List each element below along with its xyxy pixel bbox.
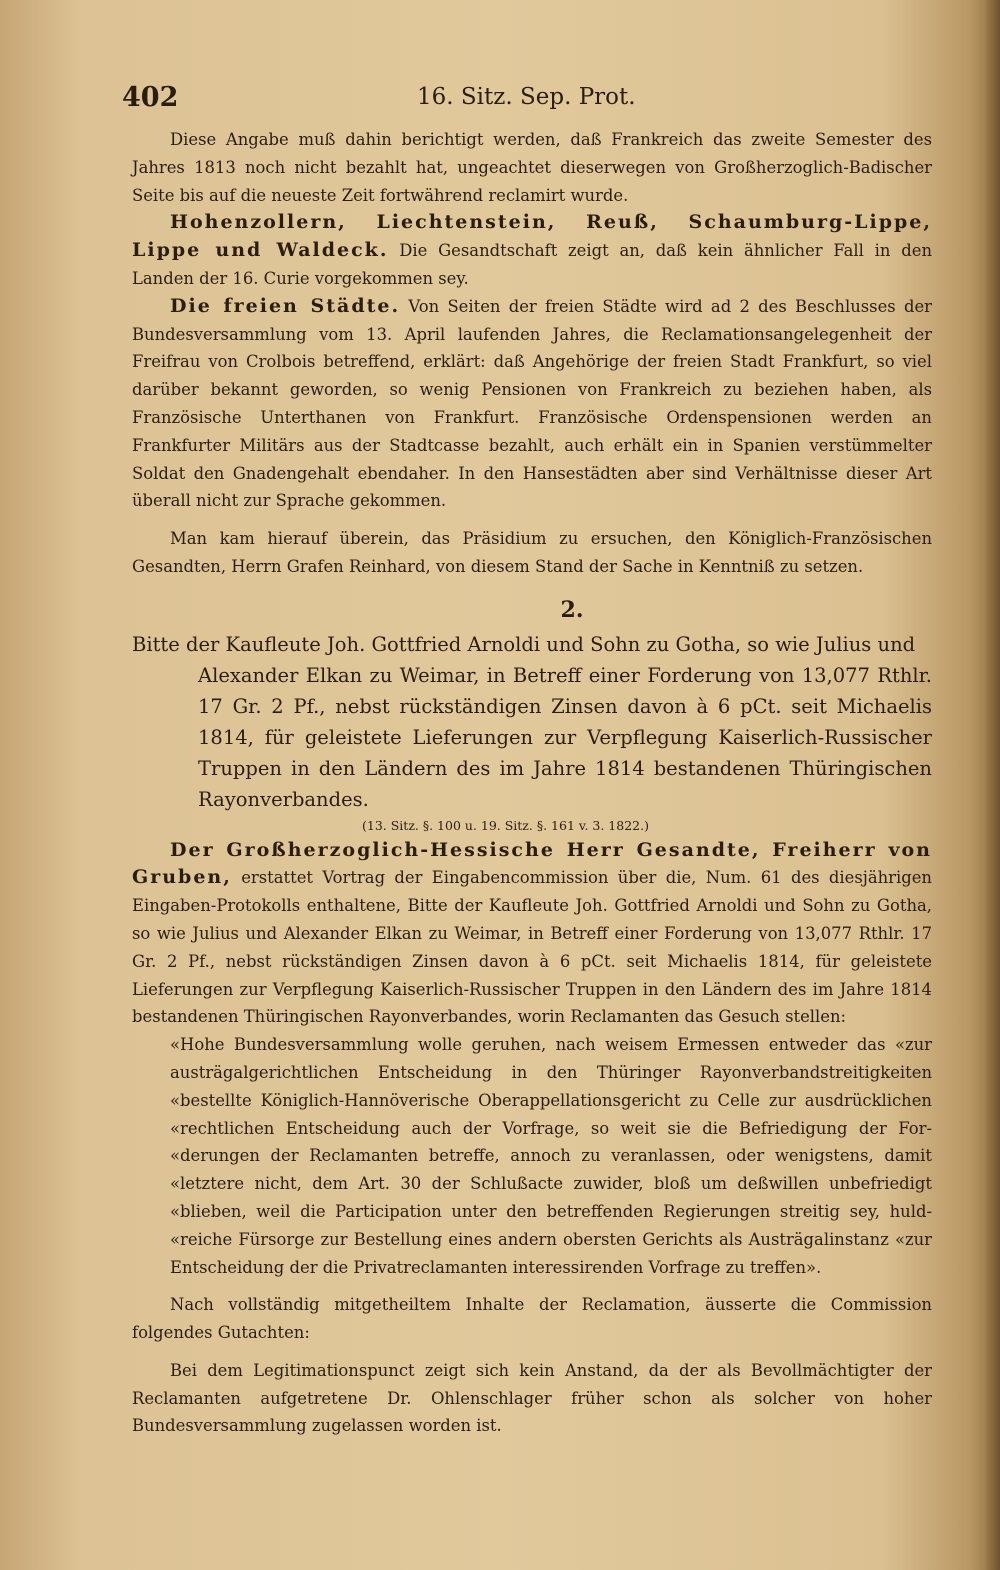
paragraph-free-cities <box>132 293 932 515</box>
paragraph-heading: Der Großherzoglich-Hessische Herr Gesandte, Freiherr von Gruben, <box>132 838 932 889</box>
paragraph-correction: Diese Angabe muß dahin berichtigt werden, daß Frankreich das zweite Semester des Jahres 1813 noch nicht bezahlt hat, ungeachtet dieserwegen von Großherzoglich-Badischer Seite bis auf die neueste Zeit fortwährend reclamirt wurde. <box>132 130 932 205</box>
section-number: 2. <box>560 596 584 623</box>
running-title: 16. Sitz. Sep. Prot. <box>417 84 636 110</box>
paragraph-heading: Hohenzollern, Liechtenstein, Reuß, Schaumburg-Lippe, Lippe und Waldeck. <box>132 211 932 262</box>
page-edge-shadow <box>986 0 1000 1570</box>
paragraph-legitimation: Bei dem Legitimationspunct zeigt sich kein Anstand, da der als Bevollmächtigter der Reclamanten aufgetretene Dr. Ohlenschlager früher schon als solcher von hoher Bundesversammlung zugelassen worden ist. <box>132 1360 932 1436</box>
quote-text: «Hohe Bundesversammlung wolle geruhen, nach weisem Ermessen entweder das «zur austrägalgerichtlichen Entscheidung in den Thüringer Rayonverbandstreitigkeiten «bestellte Königlich-Hannöverische Oberappellationsgericht zu Celle zur ausdrücklichen «rechtlichen Entscheidung auch der Vorfrage, so weit sie die Befriedigung der For- «derungen der Reclamanten betreffe, annoch zu veranlassen, oder wenigstens, damit «letztere nicht, dem Art. 30 der Schlußacte zuwider, bloß um deßwillen unbefriedigt «blieben, weil die Participation unter den betreffenden Regierungen streitig sey, huld- «reiche Fürsorge zur Bestellung eines andern obersten Gerichts als Austrägalinstanz «zur Entscheidung der die Privatreclamanten interessirenden Vorfrage zu treffen». <box>170 1035 932 1277</box>
page-body <box>132 126 932 1440</box>
page-header <box>122 82 932 122</box>
petition-quote <box>170 1031 932 1281</box>
section-title <box>132 629 932 815</box>
paragraph-text: erstattet Vortrag der Eingabencommission über die, Num. 61 des diesjährigen Eingaben-Protokolls enthaltene, Bitte der Kaufleute Joh. Gottfried Arnoldi und Sohn zu Gotha, so wie Julius und Alexander Elkan zu Weimar, in Betreff einer Forderung von 13,077 Rthlr. 17 Gr. 2 Pf., nebst rückständigen Zinsen davon à 6 pCt. seit Michaelis 1814, für geleistete Lieferungen zur Verpflegung Kaiserlich-Russischer Truppen in den Ländern des im Jahre 1814 bestandenen Thüringischen Rayonverbandes, worin Reclamanten das Gesuch stellen: <box>132 868 932 1027</box>
section-reference: (13. Sitz. §. 100 u. 19. Sitz. §. 161 v. 3. 1822.) <box>362 817 649 833</box>
page-number: 402 <box>122 82 179 113</box>
paragraph-text: Die Gesandtschaft zeigt an, daß kein ähnlicher Fall in den Landen der 16. Curie vorgekommen sey. <box>132 241 932 288</box>
section-title-continuation: Alexander Elkan zu Weimar, in Betreff einer Forderung von 13,077 Rthlr. 17 Gr. 2 Pf., nebst rückständigen Zinsen davon à 6 pCt. seit Michaelis 1814, für geleistete Lieferungen zur Verpflegung Kaiserlich-Russischer Truppen in den Ländern des im Jahre 1814 bestandenen Thüringischen Rayonverbandes. <box>198 663 932 811</box>
paragraph-text: Von Seiten der freien Städte wird ad 2 des Beschlusses der Bundesversammlung vom 13. April laufenden Jahres, die Reclamationsangelegenheit der Freifrau von Crolbois betreffend, erklärt: daß Angehörige der freien Stadt Frankfurt, so viel darüber bekannt geworden, so wenig Pensionen von Frankreich zu beziehen haben, als Französische Unterthanen von Frankfurt. Französische Ordenspensionen werden an Frankfurter Militärs aus der Stadtcasse bezahlt, auch erhält ein in Spanien verstümmelter Soldat den Gnadengehalt ebendaher. In den Hansestädten aber sind Verhältnisse dieser Art überall nicht zur Sprache gekommen. <box>132 296 932 511</box>
paragraph-hohenzollern <box>132 209 932 292</box>
paragraph-agreement: Man kam hierauf überein, das Präsidium zu ersuchen, den Königlich-Französischen Gesandten, Herrn Grafen Reinhard, von diesem Stand der Sache in Kenntniß zu setzen. <box>132 529 932 576</box>
section-title-line: Bitte der Kaufleute Joh. Gottfried Arnoldi und Sohn zu Gotha, so wie Julius und <box>132 632 916 656</box>
paragraph-heading: Die freien Städte. <box>170 294 401 317</box>
paragraph-commission-opinion: Nach vollständig mitgetheiltem Inhalte der Reclamation, äusserte die Commission folgendes Gutachten: <box>132 1295 932 1343</box>
paragraph-report <box>132 837 932 1032</box>
